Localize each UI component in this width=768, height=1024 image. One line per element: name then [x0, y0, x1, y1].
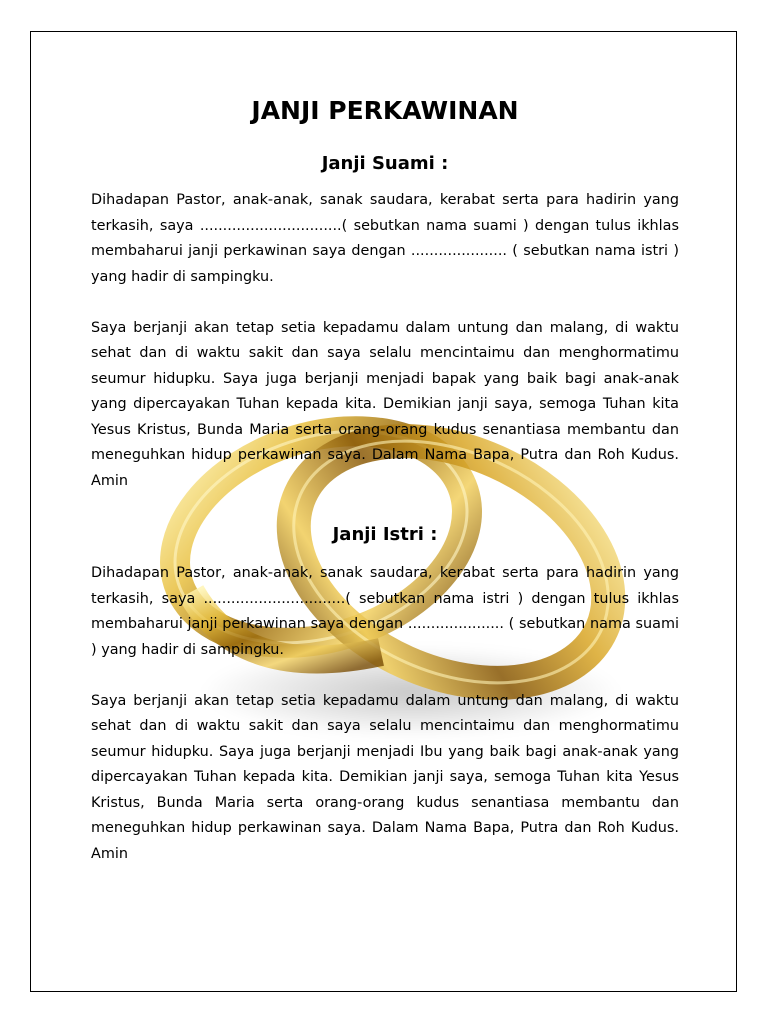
paragraph-istri-2: Saya berjanji akan tetap setia kepadamu dalam untung dan malang, di waktu sehat dan di waktu sakit dan saya selalu mencintaimu dan menghormatimu seumur hidupku. Saya juga berjanji menjadi Ibu yang baik bagi anak-anak yang dipercayakan Tuhan kepada kita. Demikian janji saya, semoga Tuhan kita Yesus Kristus, Bunda Maria serta orang-orang kudus senantiasa membantu dan meneguhkan hidup perkawinan saya. Dalam Nama Bapa, Putra dan Roh Kudus. Amin — [91, 692, 679, 862]
section-heading-istri: Janji Istri : — [332, 524, 438, 545]
document-content — [91, 96, 679, 867]
paragraph-suami-1: Dihadapan Pastor, anak-anak, sanak saudara, kerabat serta para hadirin yang terkasih, saya ...............................( sebutkan nama suami ) dengan tulus ikhlas membaharui janji perkawinan saya dengan ..................... ( sebutkan nama istri ) yang hadir di sampingku. — [91, 192, 679, 285]
document-page — [30, 31, 737, 992]
paragraph-suami-2: Saya berjanji akan tetap setia kepadamu dalam untung dan malang, di waktu sehat dan di waktu sakit dan saya selalu mencintaimu dan menghormatimu seumur hidupku. Saya juga berjanji menjadi bapak yang baik bagi anak-anak yang dipercayakan Tuhan kepada kita. Demikian janji saya, semoga Tuhan kita Yesus Kristus, Bunda Maria serta orang-orang kudus senantiasa membantu dan meneguhkan hidup perkawinan saya. Dalam Nama Bapa, Putra dan Roh Kudus. Amin — [91, 319, 679, 489]
document-title: JANJI PERKAWINAN — [251, 96, 519, 125]
section-heading-suami: Janji Suami : — [321, 153, 449, 174]
paragraph-istri-1: Dihadapan Pastor, anak-anak, sanak saudara, kerabat serta para hadirin yang terkasih, saya ...............................( sebutkan nama istri ) dengan tulus ikhlas membaharui janji perkawinan saya dengan ..................... ( sebutkan nama suami ) yang hadir di sampingku. — [91, 565, 679, 658]
